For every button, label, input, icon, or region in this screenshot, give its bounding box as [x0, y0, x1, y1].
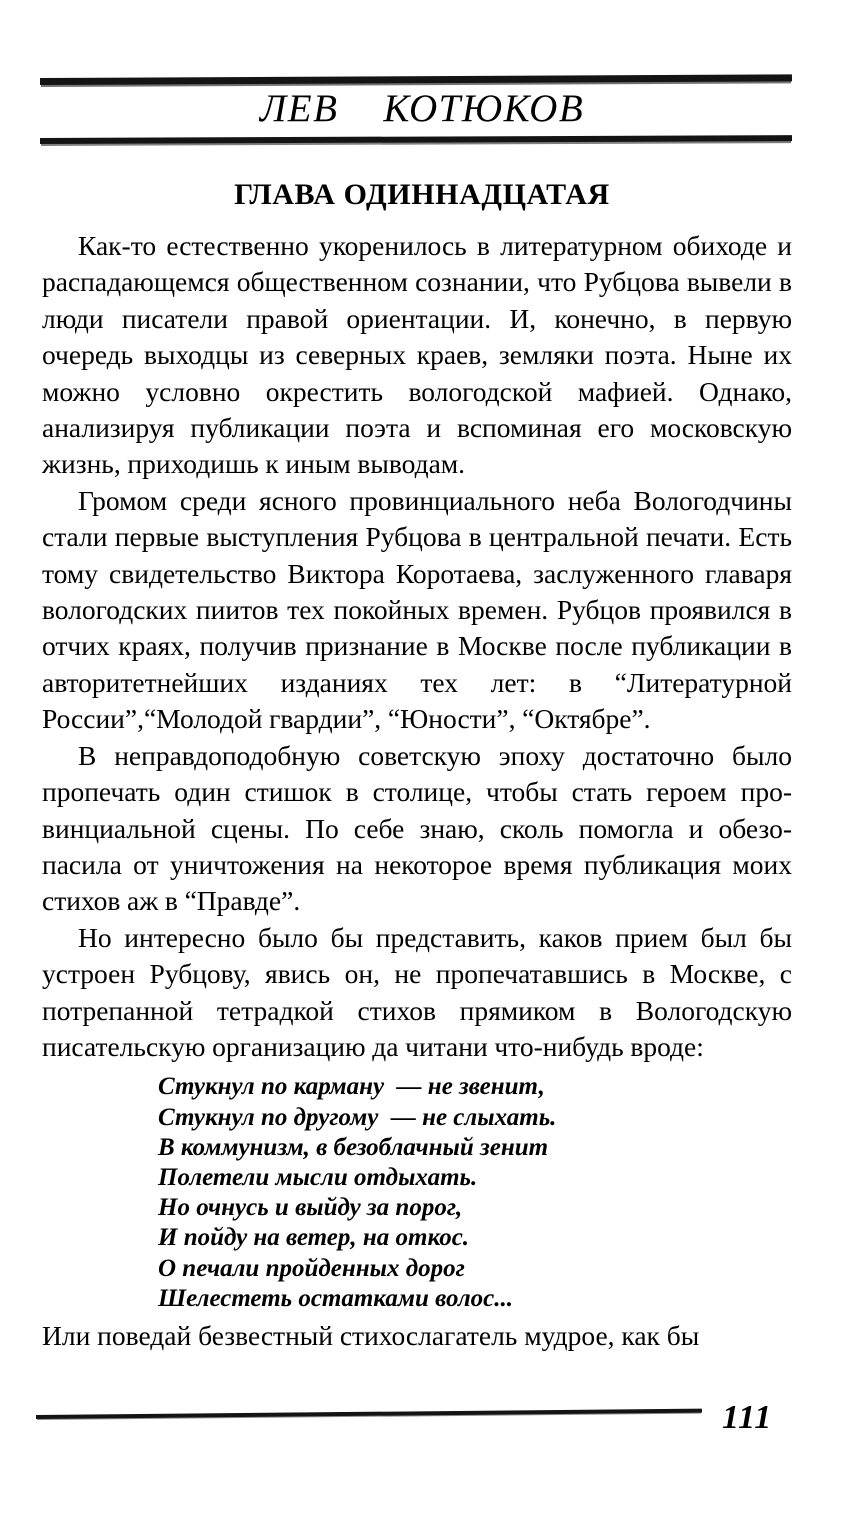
- paragraph: Громом среди ясного провинциального неба Вологодчины стали первые выступления Рубцова в центральной печати. Есть тому свидетельство Виктора Коротаева, заслуженного главаря вологодских пиитов тех покойных времен. Рубцов проявился в отчих краях, получив признание в Москве после публикации в авторитетнейших изданиях тех лет: в “Литературной России”,“Молодой гвардии”, “Юности”, “Октябре”.: [42, 484, 792, 735]
- verse-line: Стукнул по другому — не слыхать.: [158, 1103, 557, 1131]
- page-title: ГЛАВА ОДИННАДЦАТАЯ: [234, 178, 610, 212]
- header-rule-top: [40, 74, 792, 85]
- paragraph: Как-то естественно укоренилось в литературном обиходе и распадающемся общественном сознании, что Рубцова вывели в люди писатели правой ориентации. И, конечно, в первую очередь выходцы из северных краев, земляки поэта. Ныне их можно условно окрестить вологодской мафией. Однако, анализируя публикации поэта и вспоминая его московскую жизнь, приходишь к иным выводам.: [42, 230, 792, 480]
- verse-line: Но очнусь и выйду за порог,: [158, 1194, 463, 1222]
- verse-line: Шелестеть остатками волос...: [158, 1284, 514, 1312]
- running-head-author: ЛЕВ КОТЮКОВ: [259, 87, 585, 130]
- verse-line: Полетели мысли отдыхать.: [158, 1163, 478, 1191]
- closing-paragraph: Или поведай безвестный стихослагатель мудрое, как бы: [42, 1319, 700, 1351]
- verse-line: В коммунизм, в безоблачный зенит: [158, 1133, 549, 1161]
- verse-line: И пойду на ветер, на откос.: [158, 1224, 470, 1252]
- verse-line: Стукнул по карману — не звенит,: [158, 1073, 545, 1101]
- paragraph: В неправдоподобную советскую эпоху достаточно было пропечать один стишок в столице, чтобы стать героем провинциальной сцены. По себе знаю, сколь помогла и обезопасила от уничтожения на некоторое время публикация моих стихов аж в “Правде”.: [42, 739, 792, 917]
- body-text: [42, 228, 792, 1354]
- header-rule-bottom: [40, 135, 792, 144]
- paragraph: Но интересно было бы представить, каков прием был бы устроен Рубцову, явись он, не пропечатавшись в Москве, с потрепанной тетрадкой стихов прямиком в Вологодскую писательскую организацию да читани что-нибудь вроде:: [42, 921, 792, 1062]
- page-number: 111: [722, 1399, 773, 1436]
- verse-block: [42, 1072, 792, 1314]
- footer-rule: [36, 1409, 702, 1419]
- verse-line: О печали пройденных дорог: [158, 1254, 465, 1282]
